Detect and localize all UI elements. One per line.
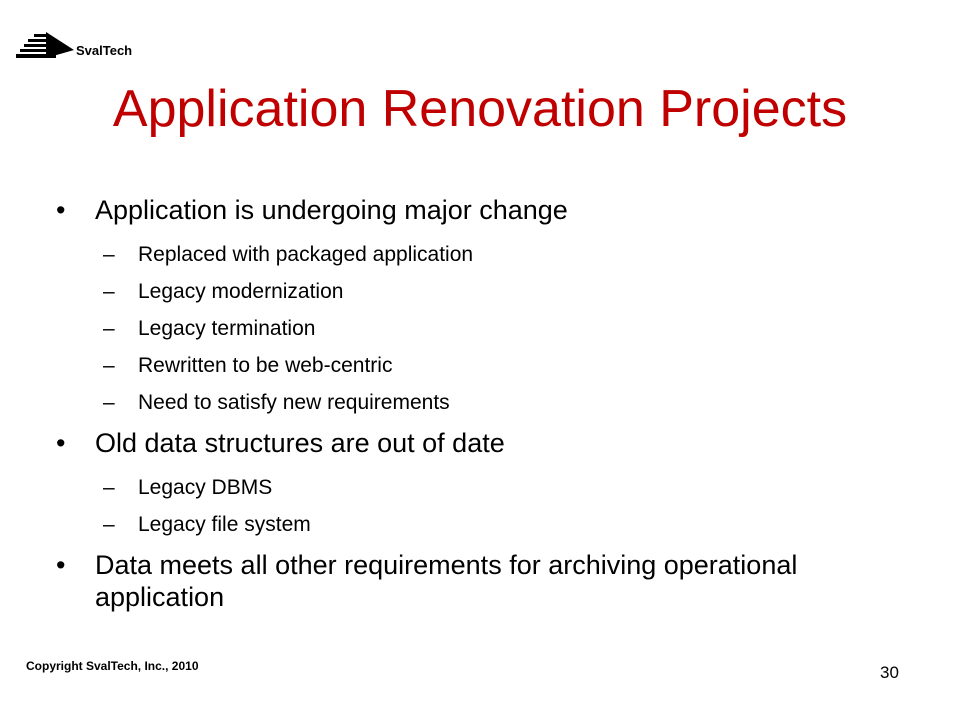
sub-item-text: Legacy termination [138,317,316,340]
dash-marker: – [103,354,115,377]
slide-title: Application Renovation Projects [112,80,848,138]
sub-item-text: Legacy file system [138,513,311,536]
bullet-item [56,549,916,613]
copyright-notice: Copyright SvalTech, Inc., 2010 [26,659,199,673]
sub-item [56,506,916,543]
bullet-marker: • [56,195,66,225]
sub-item [56,469,916,506]
dash-marker: – [103,476,115,499]
sub-item-text: Need to satisfy new requirements [138,391,450,414]
sub-item [56,273,916,310]
sub-item-text: Rewritten to be web-centric [138,354,393,377]
bullet-marker: • [56,550,66,580]
dash-marker: – [103,513,115,536]
bullet-text: Old data structures are out of date [95,428,505,458]
stacked-arrow-logo-icon [16,32,76,58]
sub-item-text: Replaced with packaged application [138,243,474,266]
sub-list [56,469,916,543]
dash-marker: – [103,391,115,414]
sub-item [56,236,916,273]
sub-item [56,347,916,384]
dash-marker: – [103,280,115,303]
sub-item [56,310,916,347]
sub-item-text: Legacy DBMS [138,476,273,499]
bullet-text: Application is undergoing major change [95,195,568,225]
sub-item [56,384,916,421]
brand-name: SvalTech [76,43,133,58]
bullet-item [56,427,916,459]
bullet-list [56,194,916,623]
bullet-item [56,194,916,226]
sub-item-text: Legacy modernization [138,280,344,303]
page-number: 30 [880,663,899,682]
dash-marker: – [103,317,115,340]
bullet-marker: • [56,428,66,458]
dash-marker: – [103,243,115,266]
sub-list [56,236,916,421]
bullet-text: Data meets all other requirements for archiving operational application [95,550,798,612]
